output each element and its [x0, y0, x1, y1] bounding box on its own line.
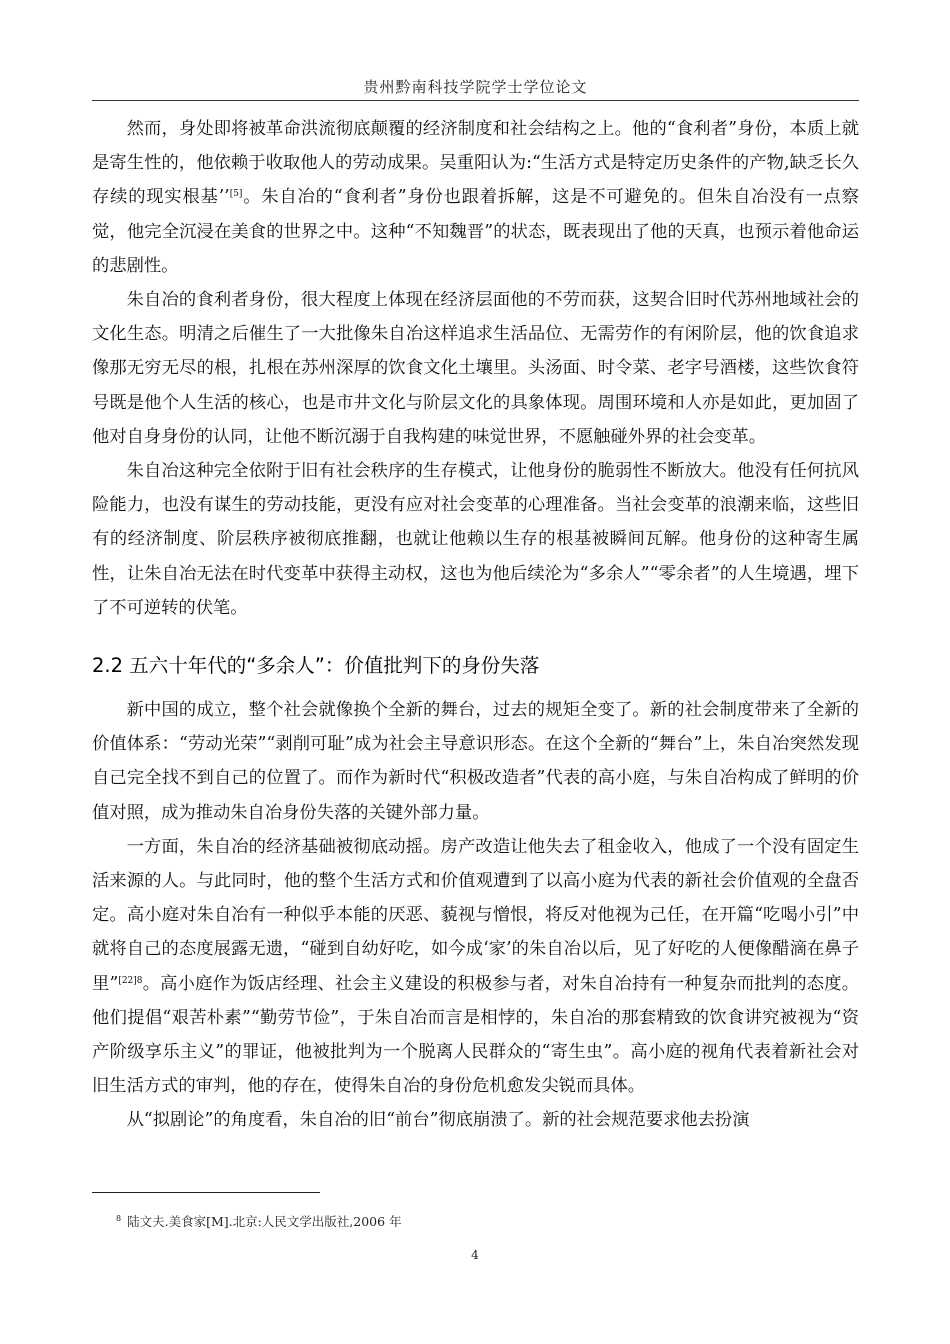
- footnote-divider: [92, 1192, 320, 1193]
- footnote-mark: 8: [116, 1214, 122, 1223]
- paragraph-4: 新中国的成立，整个社会就像换个全新的舞台，过去的规矩全变了。新的社会制度带来了全新的价值体系：“劳动光荣”“剥削可耻”成为社会主导意识形态。在这个全新的“舞台”上，朱自冶突然发现自己完全找不到自己的位置了。而作为新时代“积极改造者”代表的高小庭，与朱自冶构成了鲜明的价值对照，成为推动朱自冶身份失落的关键外部力量。: [92, 700, 859, 823]
- paragraph-5-text-a: 一方面，朱自冶的经济基础被彻底动摇。房产改造让他失去了租金收入，他成了一个没有固定生活来源的人。与此同时，他的整个生活方式和价值观遭到了以高小庭为代表的新社会价值观的全盘否定。高小庭对朱自冶有一种似乎本能的厌恶、藐视与憎恨，将反对他视为己任，在开篇“吃喝小引”中就将自己的态度展露无遗，“碰到自幼好吃，如今成‘家’的朱自冶以后，见了好吃的人便像醋滴在鼻子里”: [92, 836, 859, 994]
- paragraph-5-text-b: 。高小庭作为饭店经理、社会主义建设的积极参与者，对朱自冶持有一种复杂而批判的态度。他们提倡“艰苦朴素”“勤劳节俭”，于朱自冶而言是相悖的，朱自冶的那套精致的饮食讲究被视为“资产阶级享乐主义”的罪证，他被批判为一个脱离人民群众的“寄生虫”。高小庭的视角代表着新社会对旧生活方式的审判，他的存在，使得朱自冶的身份危机愈发尖锐而具体。: [92, 973, 859, 1097]
- paragraph-2: 朱自冶的食利者身份，很大程度上体现在经济层面他的不劳而获，这契合旧时代苏州地域社会的文化生态。明清之后催生了一大批像朱自冶这样追求生活品位、无需劳作的有闲阶层，他的饮食追求像那无穷无尽的根，扎根在苏州深厚的饮食文化土壤里。头汤面、时令菜、老字号酒楼，这些饮食符号既是他个人生活的核心，也是市井文化与阶层文化的具象体现。周围环境和人亦是如此，更加固了他对自身身份的认同，让他不断沉溺于自我构建的味觉世界，不愿触碰外界的社会变革。: [92, 290, 859, 447]
- paragraph-1-text-a: 然而，身处即将被革命洪流彻底颠覆的经济制度和社会结构之上。他的“食利者”身份，本质上就是寄生性的，他依赖于收取他人的劳动成果。吴重阳认为:“生活方式是特定历史条件的产物,缺乏长久存续的现实根基’’: [92, 119, 859, 208]
- paragraph-6: 从“拟剧论”的角度看，朱自冶的旧“前台”彻底崩溃了。新的社会规范要求他去扮演: [126, 1110, 750, 1131]
- paragraph-1-text-b: 。朱自冶的“食利者”身份也跟着拆解，这是不可避免的。但朱自冶没有一点察觉，他完全沉浸在美食的世界之中。这种“不知魏晋”的状态，既表现出了他的天真，也预示着他命运的悲剧性。: [92, 187, 859, 276]
- paragraph-1: [92, 112, 859, 283]
- section-heading: 2.2 五六十年代的“多余人”：价值批判下的身份失落: [92, 654, 540, 678]
- paragraph-5: [92, 830, 859, 1104]
- citation-ref: [22]8: [118, 975, 143, 986]
- header-divider: [92, 100, 859, 101]
- footnote-text: 陆文夫.美食家[M].北京:人民文学出版社,2006 年: [127, 1214, 402, 1229]
- paragraph-3: 朱自冶这种完全依附于旧有社会秩序的生存模式，让他身份的脆弱性不断放大。他没有任何抗风险能力，也没有谋生的劳动技能，更没有应对社会变革的心理准备。当社会变革的浪潮来临，这些旧有的经济制度、阶层秩序被彻底推翻，也就让他赖以生存的根基被瞬间瓦解。他身份的这种寄生属性，让朱自冶无法在时代变革中获得主动权，这也为他后续沦为“多余人”“零余者”的人生境遇，埋下了不可逆转的伏笔。: [92, 461, 859, 618]
- body-text: [92, 112, 859, 1138]
- page-header-title: 贵州黔南科技学院学士学位论文: [363, 78, 588, 96]
- footnote: [116, 1212, 402, 1230]
- page-number: 4: [471, 1248, 479, 1262]
- citation-ref: [5]: [229, 189, 243, 200]
